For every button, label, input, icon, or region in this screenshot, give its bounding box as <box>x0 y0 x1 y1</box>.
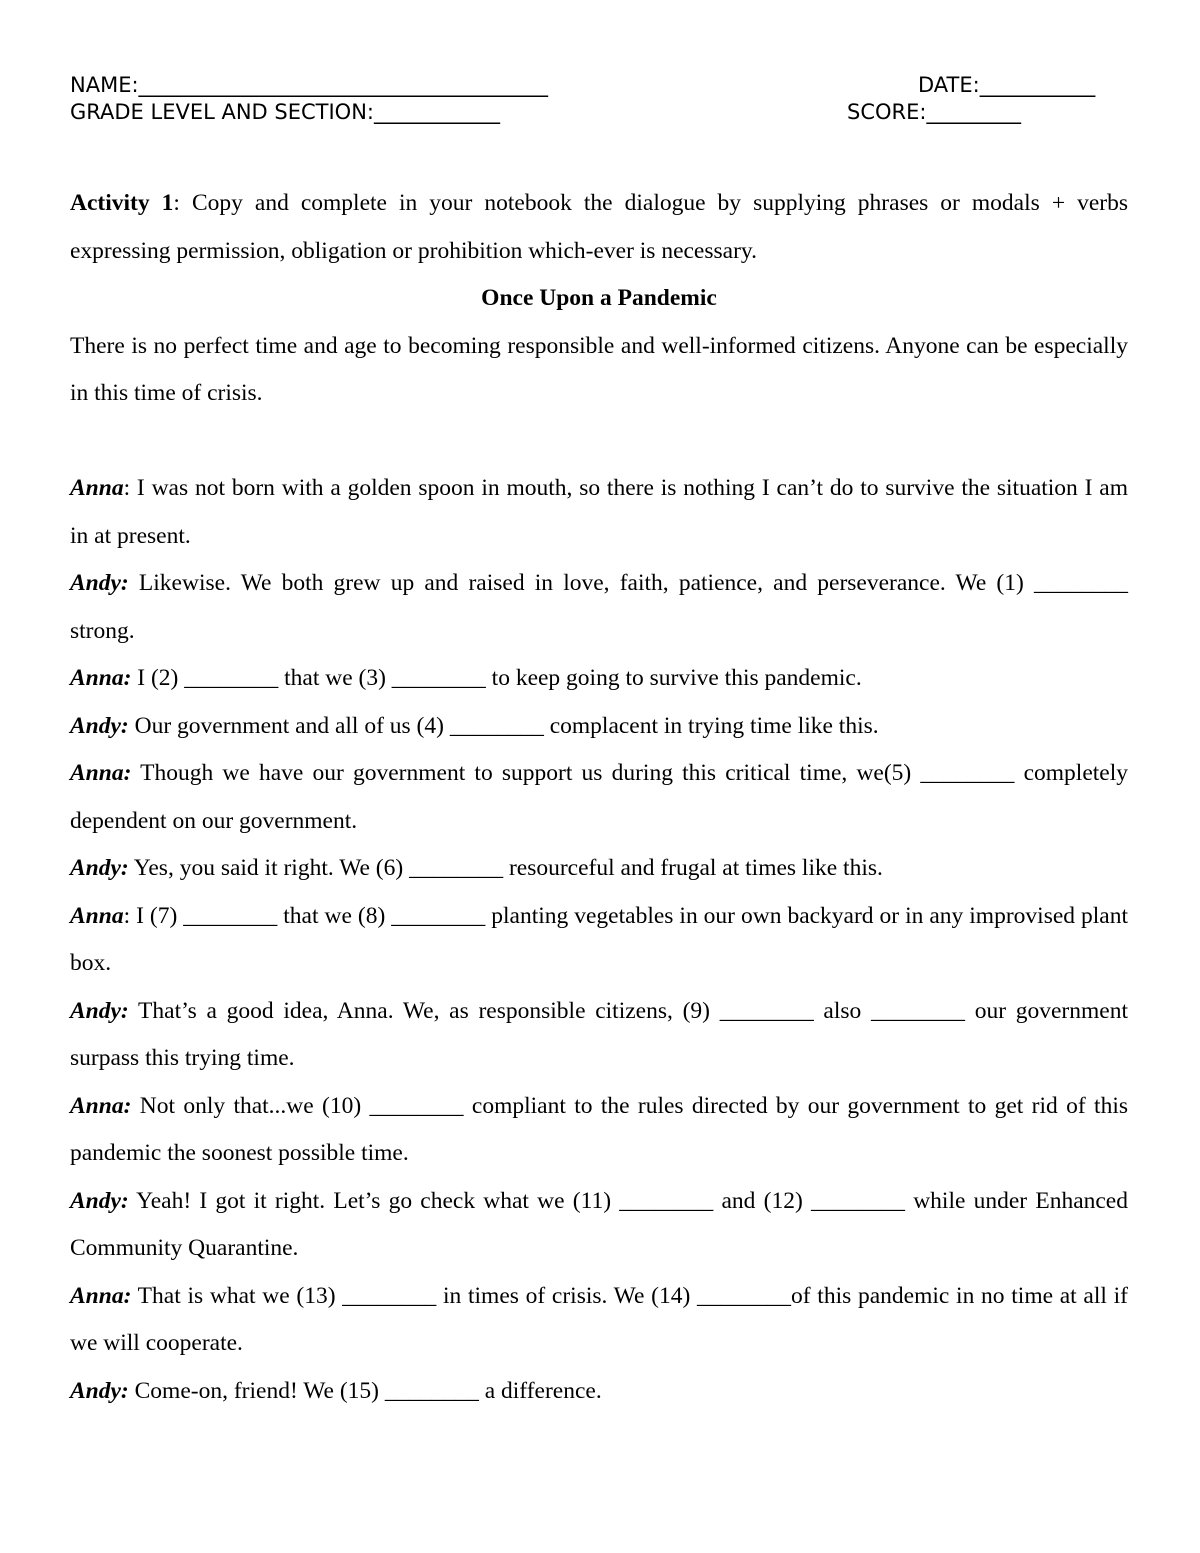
dialogue-text: Not only that...we (10) ________ compliant to the rules directed by our government to get rid of this pandemic the soonest possible time. <box>70 1092 1128 1166</box>
speaker-name: Andy: <box>70 1377 129 1404</box>
speaker-name: Andy: <box>70 570 129 596</box>
dialogue-text: Likewise. We both grew up and raised in love, faith, patience, and perseverance. We (1) ________ strong. <box>70 570 1128 644</box>
speaker-name: Andy: <box>70 1187 129 1214</box>
date-field: DATE:___________ <box>918 73 1096 97</box>
dialogue-line <box>70 703 1128 751</box>
dialogue-text: That’s a good idea, Anna. We, as responsible citizens, (9) ________ also ________ our government surpass this trying time. <box>70 997 1128 1071</box>
dialogue-text: Yeah! I got it right. Let’s go check what we (11) ________ and (12) ________ while under Enhanced Community Quarantine. <box>70 1187 1128 1261</box>
dialogue-line <box>70 845 1128 893</box>
dialogue-text: Come-on, friend! We (15) ________ a difference. <box>128 1377 602 1404</box>
dialogue-text: I (2) ________ that we (3) ________ to keep going to survive this pandemic. <box>131 665 862 691</box>
dialogue-text: : I was not born with a golden spoon in mouth, so there is nothing I can’t do to survive the situation I am in at present. <box>70 475 1128 549</box>
dialogue-line <box>70 988 1128 1083</box>
dialogue-line <box>70 750 1128 845</box>
grade-level-field: GRADE LEVEL AND SECTION:____________ <box>70 100 500 124</box>
dialogue-text: Our government and all of us (4) ________ complacent in trying time like this. <box>128 712 879 739</box>
dialogue-line <box>70 893 1128 988</box>
speaker-name: Anna: <box>70 1282 132 1309</box>
speaker-name: Anna: <box>70 760 132 786</box>
speaker-name: Andy: <box>70 712 129 739</box>
activity-instructions-text: : Copy and complete in your notebook the dialogue by supplying phrases or modals + verbs expressing permission, obligation or prohibition which-ever is necessary. <box>70 190 1128 264</box>
speaker-name: Anna <box>70 902 124 929</box>
dialogue-text: That is what we (13) ________ in times of crisis. We (14) ________of this pandemic in no time at all if we will cooperate. <box>70 1282 1128 1356</box>
dialogue-line <box>70 465 1128 560</box>
dialogue-line <box>70 1273 1128 1368</box>
dialogue-text: Yes, you said it right. We (6) ________ resourceful and frugal at times like this. <box>128 855 883 881</box>
dialogue-text: Though we have our government to support us during this critical time, we(5) ________ completely dependent on our government. <box>70 760 1128 834</box>
speaker-name: Anna <box>70 475 124 501</box>
speaker-name: Andy: <box>70 997 129 1024</box>
spacer <box>70 418 1128 466</box>
dialogue-line <box>70 1368 1128 1416</box>
worksheet-body <box>70 180 1128 1415</box>
dialogue-line <box>70 1178 1128 1273</box>
intro-paragraph: There is no perfect time and age to becoming responsible and well-informed citizens. Anyone can be especially in this time of crisis. <box>70 332 1128 406</box>
activity-label: Activity 1 <box>70 190 174 216</box>
speaker-name: Anna: <box>70 665 132 691</box>
dialogue-line <box>70 655 1128 703</box>
speaker-name: Anna: <box>70 1092 132 1119</box>
story-title: Once Upon a Pandemic <box>481 285 717 311</box>
activity-instructions <box>70 180 1128 275</box>
dialogue-line <box>70 560 1128 655</box>
dialogue-line <box>70 1083 1128 1178</box>
dialogue-text: : I (7) ________ that we (8) ________ planting vegetables in our own backyard or in any improvised plant box. <box>70 902 1128 976</box>
speaker-name: Andy: <box>70 855 129 881</box>
name-field: NAME:_______________________________________ <box>70 73 549 97</box>
score-field: SCORE:_________ <box>847 100 1021 124</box>
